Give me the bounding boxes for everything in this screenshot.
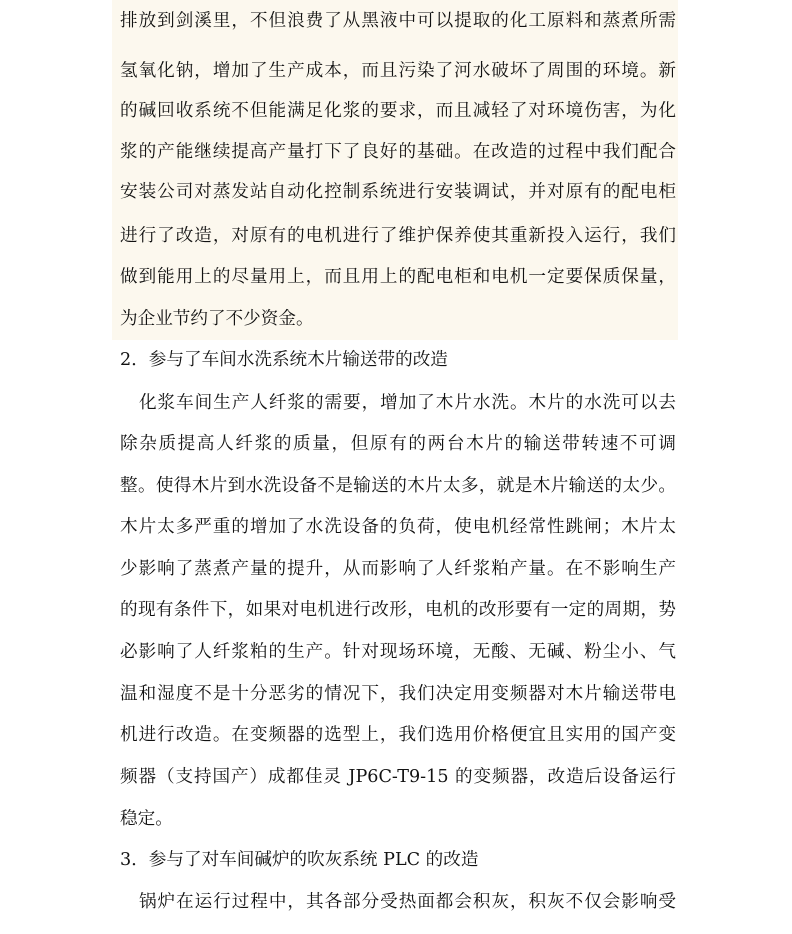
paragraph-line: 安装公司对蒸发站自动化控制系统进行安装调试，并对原有的配电柜 bbox=[120, 182, 676, 202]
paragraph-line: 必影响了人纤浆粕的生产。针对现场环境，无酸、无碱、粉尘小、气 bbox=[120, 642, 676, 662]
paragraph-line: 整。使得木片到水洗设备不是输送的木片太多，就是木片输送的太少。 bbox=[120, 476, 676, 496]
section-heading-2: 2．参与了车间水洗系统木片输送带的改造 bbox=[120, 350, 448, 370]
paragraph-line: 为企业节约了不少资金。 bbox=[120, 309, 314, 329]
paragraph-line: 除杂质提高人纤浆的质量，但原有的两台木片的输送带转速不可调 bbox=[120, 434, 676, 454]
paragraph-line: 的碱回收系统不但能满足化浆的要求，而且减轻了对环境伤害，为化 bbox=[120, 101, 676, 121]
paragraph-line: 木片太多严重的增加了水洗设备的负荷，使电机经常性跳闸；木片太 bbox=[120, 517, 676, 537]
paragraph-line: 频器（支持国产）成都佳灵 JP6C-T9-15 的变频器，改造后设备运行 bbox=[120, 767, 676, 787]
paragraph-line: 的现有条件下，如果对电机进行改形，电机的改形要有一定的周期，势 bbox=[120, 600, 676, 620]
paragraph-line: 温和湿度不是十分恶劣的情况下，我们决定用变频器对木片输送带电 bbox=[120, 684, 676, 704]
paragraph-line: 锅炉在运行过程中，其各部分受热面都会积灰，积灰不仅会影响受 bbox=[139, 892, 676, 912]
paragraph-line: 进行了改造，对原有的电机进行了维护保养使其重新投入运行，我们 bbox=[120, 226, 676, 246]
paragraph-line: 做到能用上的尽量用上，而且用上的配电柜和电机一定要保质保量， bbox=[120, 267, 676, 287]
paragraph-line: 排放到剑溪里，不但浪费了从黑液中可以提取的化工原料和蒸煮所需 bbox=[120, 11, 676, 31]
paragraph-line: 化浆车间生产人纤浆的需要，增加了木片水洗。木片的水洗可以去 bbox=[139, 393, 676, 413]
paragraph-line: 浆的产能继续提高产量打下了良好的基础。在改造的过程中我们配合 bbox=[120, 142, 676, 162]
highlighted-passage-background bbox=[112, 0, 678, 340]
paragraph-line: 少影响了蒸煮产量的提升，从而影响了人纤浆粕产量。在不影响生产 bbox=[120, 559, 676, 579]
section-heading-3: 3．参与了对车间碱炉的吹灰系统 PLC 的改造 bbox=[120, 850, 479, 870]
paragraph-line: 稳定。 bbox=[120, 809, 173, 829]
paragraph-line: 机进行改造。在变频器的选型上，我们选用价格便宜且实用的国产变 bbox=[120, 725, 676, 745]
paragraph-line: 氢氧化钠，增加了生产成本，而且污染了河水破坏了周围的环境。新 bbox=[120, 61, 676, 81]
